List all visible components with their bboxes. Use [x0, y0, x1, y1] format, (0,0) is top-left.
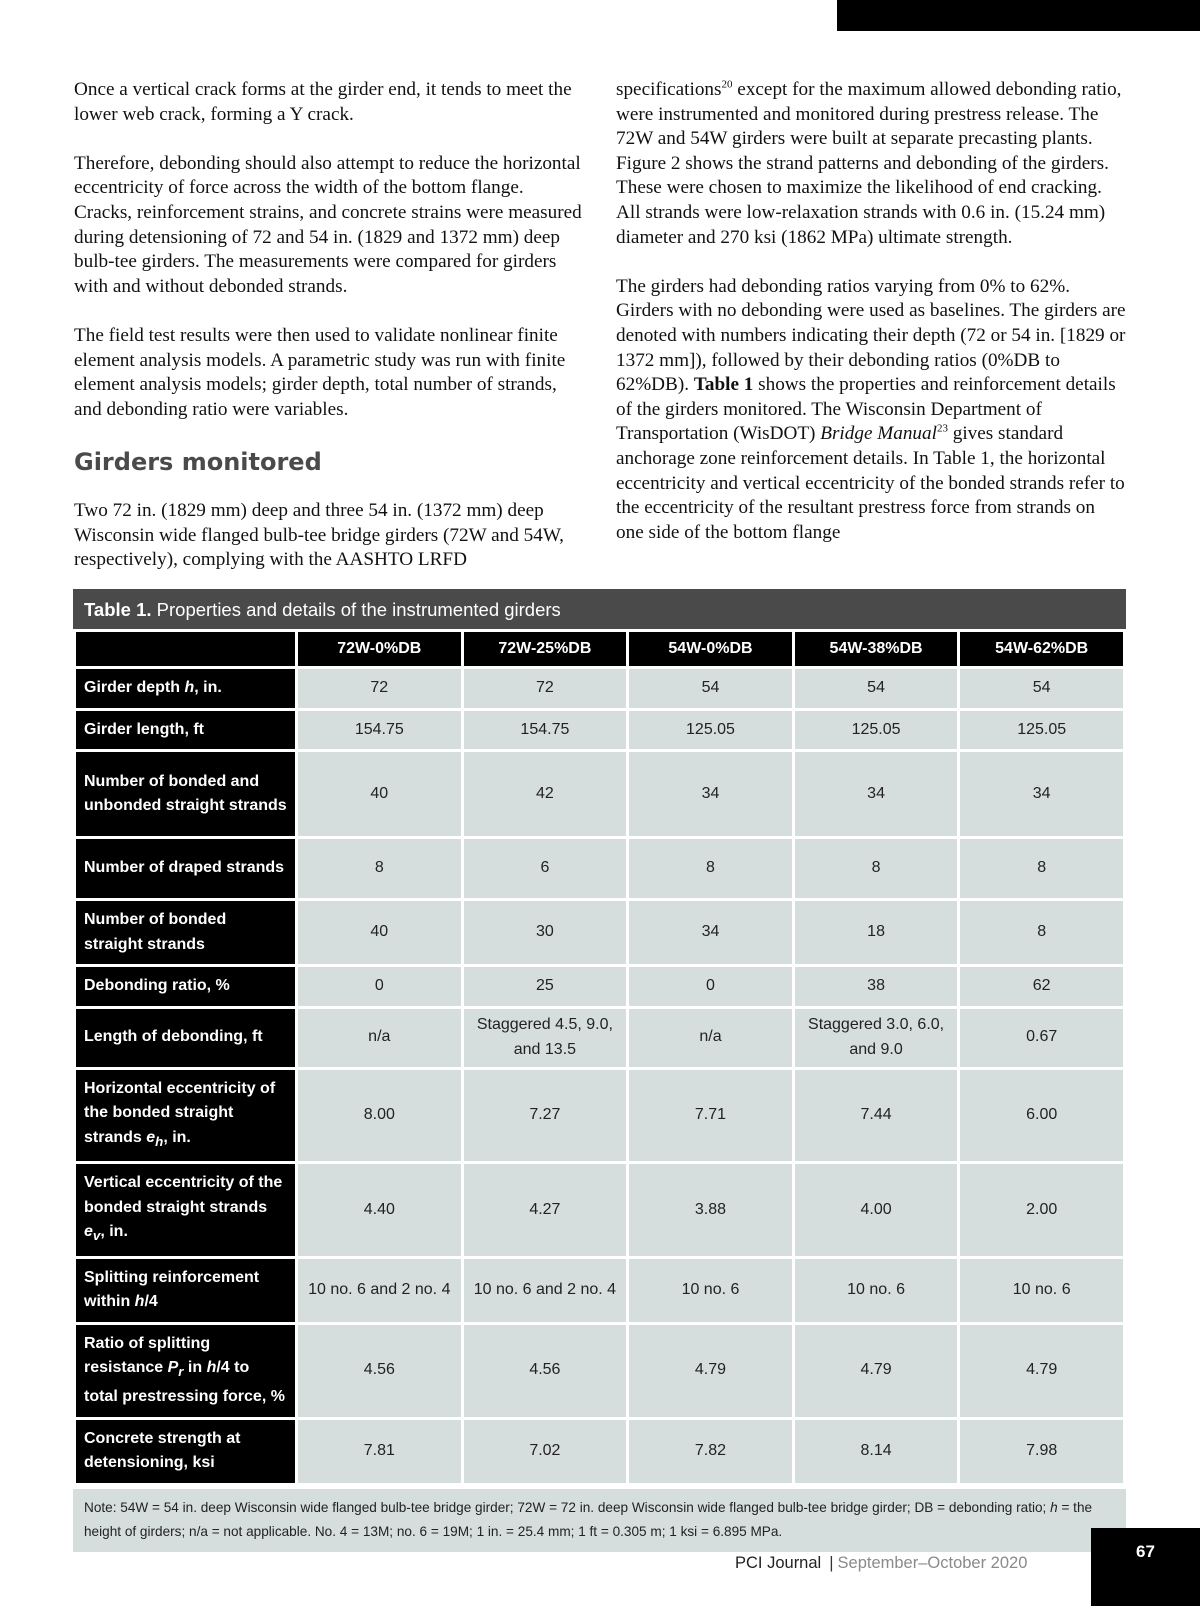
table-cell: Staggered 4.5, 9.0, and 13.5 [462, 1007, 628, 1068]
section-heading: Girders monitored [74, 447, 322, 476]
table-header-row [75, 631, 1125, 668]
table-cell: 3.88 [628, 1163, 794, 1258]
row-label: Horizontal eccentricity of the bonded straight strands $e_h$, in. [75, 1068, 297, 1163]
paragraph: The girders had debonding ratios varying from 0% to 62%. Girders with no debonding were used as baselines. The girders are denoted with numbers indicating their depth (72 or 54 in. [1829 or 1372 mm]), followed by their debonding ratios (0%DB to 62%DB). Table 1 shows the properties and reinforcement details of the girders monitored. The Wisconsin Department of Transportation (WisDOT) Bridge Manual$^{23}$ gives standard anchorage zone reinforcement details. In Table 1, the horizontal eccentricity and vertical eccentricity of the bonded strands refer to the eccentricity of the resultant prestress force from strands on one side of the bottom flange [616, 275, 1126, 543]
paragraph: Two 72 in. (1829 mm) deep and three 54 in. (1372 mm) deep Wisconsin wide flanged bulb-tee bridge girders (72W and 54W, respectively), complying with the AASHTO LRFD [74, 499, 564, 571]
left-column [74, 78, 584, 597]
table-cell: 2.00 [959, 1163, 1125, 1258]
row-label: Debonding ratio, % [75, 966, 297, 1008]
row-label: Number of bonded straight strands [75, 900, 297, 966]
table-reference: Table 1 [693, 374, 754, 396]
table-cell: 7.82 [628, 1418, 794, 1484]
column-header: 72W-25%DB [462, 631, 628, 668]
table-cell: 25 [462, 966, 628, 1008]
table-row [75, 751, 1125, 838]
column-header: 72W-0%DB [297, 631, 463, 668]
column-header: 54W-62%DB [959, 631, 1125, 668]
issue-date: September–October 2020 [837, 1554, 1028, 1572]
table-note: Note: 54W = 54 in. deep Wisconsin wide flanged bulb-tee bridge girder; 72W = 72 in. deep Wisconsin wide flanged bulb-tee bridge girder; DB = debonding ratio; h = the height of girders; n/a = not applicable. No. 4 = 13M; no. 6 = 19M; 1 in. = 25.4 mm; 1 ft = 0.305 m; 1 ksi = 6.895 MPa. [73, 1486, 1126, 1552]
table-cell: 10 no. 6 [628, 1257, 794, 1323]
table-row [75, 1418, 1125, 1484]
table-cell: 8.00 [297, 1068, 463, 1163]
table-cell: 8.14 [793, 1418, 959, 1484]
table-row [75, 1007, 1125, 1068]
table-cell: 10 no. 6 and 2 no. 4 [297, 1257, 463, 1323]
paragraph: Therefore, debonding should also attempt to reduce the horizontal eccentricity of force across the width of the bottom flange. Cracks, reinforcement strains, and concrete strains were measured during detensioning of 72 and 54 in. (1829 and 1372 mm) deep bulb-tee girders. The measurements were compared for girders with and without debonded strands. [74, 152, 582, 297]
table-cell: 4.40 [297, 1163, 463, 1258]
table-cell: 8 [959, 838, 1125, 900]
paragraph: Once a vertical crack forms at the girder end, it tends to meet the lower web crack, forming a Y crack. [74, 79, 572, 125]
body-text-columns [74, 78, 1126, 597]
table-cell: 125.05 [628, 709, 794, 751]
table-cell: 54 [959, 668, 1125, 710]
table-cell: 62 [959, 966, 1125, 1008]
table-cell: 7.81 [297, 1418, 463, 1484]
table-cell: 72 [462, 668, 628, 710]
table-cell: 154.75 [297, 709, 463, 751]
table-cell: 72 [297, 668, 463, 710]
paragraph: The field test results were then used to validate nonlinear finite element analysis models. A parametric study was run with finite element analysis models; girder depth, total number of strands, and debonding ratio were variables. [74, 324, 566, 420]
table-cell: 7.02 [462, 1418, 628, 1484]
table-cell: 42 [462, 751, 628, 838]
row-label: Concrete strength at detensioning, ksi [75, 1418, 297, 1484]
row-label: Girder depth h, in. [75, 668, 297, 710]
table-cell: 0.67 [959, 1007, 1125, 1068]
table-cell: 34 [628, 900, 794, 966]
table-cell: 125.05 [959, 709, 1125, 751]
table-cell: 7.98 [959, 1418, 1125, 1484]
table-cell: 10 no. 6 and 2 no. 4 [462, 1257, 628, 1323]
table-cell: 34 [959, 751, 1125, 838]
row-label: Length of debonding, ft [75, 1007, 297, 1068]
table-row [75, 668, 1125, 710]
table-cell: 4.79 [628, 1323, 794, 1418]
column-header: 54W-0%DB [628, 631, 794, 668]
table-cell: 8 [297, 838, 463, 900]
footer-separator: | [829, 1554, 834, 1572]
top-black-bar [837, 0, 1200, 31]
table-cell: 8 [628, 838, 794, 900]
table-row [75, 1163, 1125, 1258]
paragraph: specifications$^{20}$ except for the maximum allowed debonding ratio, were instrumented and monitored during prestress release. The 72W and 54W girders were built at separate precasting plants. Figure 2 shows the strand patterns and debonding of the girders. These were chosen to maximize the likelihood of end cracking. All strands were low-relaxation strands with 0.6 in. (15.24 mm) diameter and 270 ksi (1862 MPa) ultimate strength. [616, 78, 1122, 248]
table-row [75, 1257, 1125, 1323]
table-cell: 10 no. 6 [793, 1257, 959, 1323]
table-cell: Staggered 3.0, 6.0, and 9.0 [793, 1007, 959, 1068]
table-cell: 0 [297, 966, 463, 1008]
table-cell: 34 [628, 751, 794, 838]
table-row [75, 709, 1125, 751]
table-row [75, 1068, 1125, 1163]
properties-table [73, 629, 1126, 1486]
table-row [75, 838, 1125, 900]
table-cell: 10 no. 6 [959, 1257, 1125, 1323]
table-row [75, 966, 1125, 1008]
table-cell: 40 [297, 751, 463, 838]
table-title: Table 1. Properties and details of the instrumented girders [73, 589, 1126, 629]
row-label: Number of bonded and unbonded straight strands [75, 751, 297, 838]
row-label: Splitting reinforcement within h/4 [75, 1257, 297, 1323]
journal-name: PCI Journal [735, 1554, 822, 1572]
table-cell: 4.56 [462, 1323, 628, 1418]
table-cell: 54 [793, 668, 959, 710]
table-cell: 4.79 [959, 1323, 1125, 1418]
table-cell: 18 [793, 900, 959, 966]
table-cell: 8 [793, 838, 959, 900]
table-cell: n/a [628, 1007, 794, 1068]
table-cell: 154.75 [462, 709, 628, 751]
table-cell: 40 [297, 900, 463, 966]
table-cell: 4.56 [297, 1323, 463, 1418]
table-cell: n/a [297, 1007, 463, 1068]
table-cell: 4.79 [793, 1323, 959, 1418]
table-cell: 6 [462, 838, 628, 900]
row-label: Girder length, ft [75, 709, 297, 751]
table-cell: 38 [793, 966, 959, 1008]
row-label: Number of draped strands [75, 838, 297, 900]
page-footer [735, 1554, 1027, 1573]
table-cell: 125.05 [793, 709, 959, 751]
right-column [616, 78, 1126, 597]
row-label: Ratio of splitting resistance $P_r$ in h/4 to total prestressing force, % [75, 1323, 297, 1418]
table-cell: 4.00 [793, 1163, 959, 1258]
table-cell: 0 [628, 966, 794, 1008]
page-number: 67 [1091, 1528, 1200, 1606]
table-cell: 7.27 [462, 1068, 628, 1163]
reference-superscript: 20 [721, 78, 733, 91]
table-row [75, 1323, 1125, 1418]
table-cell: 7.44 [793, 1068, 959, 1163]
table-cell: 34 [793, 751, 959, 838]
table-cell: 6.00 [959, 1068, 1125, 1163]
table-cell: 8 [959, 900, 1125, 966]
header-blank-cell [75, 631, 297, 668]
table-1 [73, 589, 1126, 1552]
reference-superscript: 23 [936, 422, 948, 435]
table-cell: 4.27 [462, 1163, 628, 1258]
table-row [75, 900, 1125, 966]
table-cell: 7.71 [628, 1068, 794, 1163]
table-cell: 54 [628, 668, 794, 710]
table-cell: 30 [462, 900, 628, 966]
row-label: Vertical eccentricity of the bonded straight strands $e_v$, in. [75, 1163, 297, 1258]
column-header: 54W-38%DB [793, 631, 959, 668]
